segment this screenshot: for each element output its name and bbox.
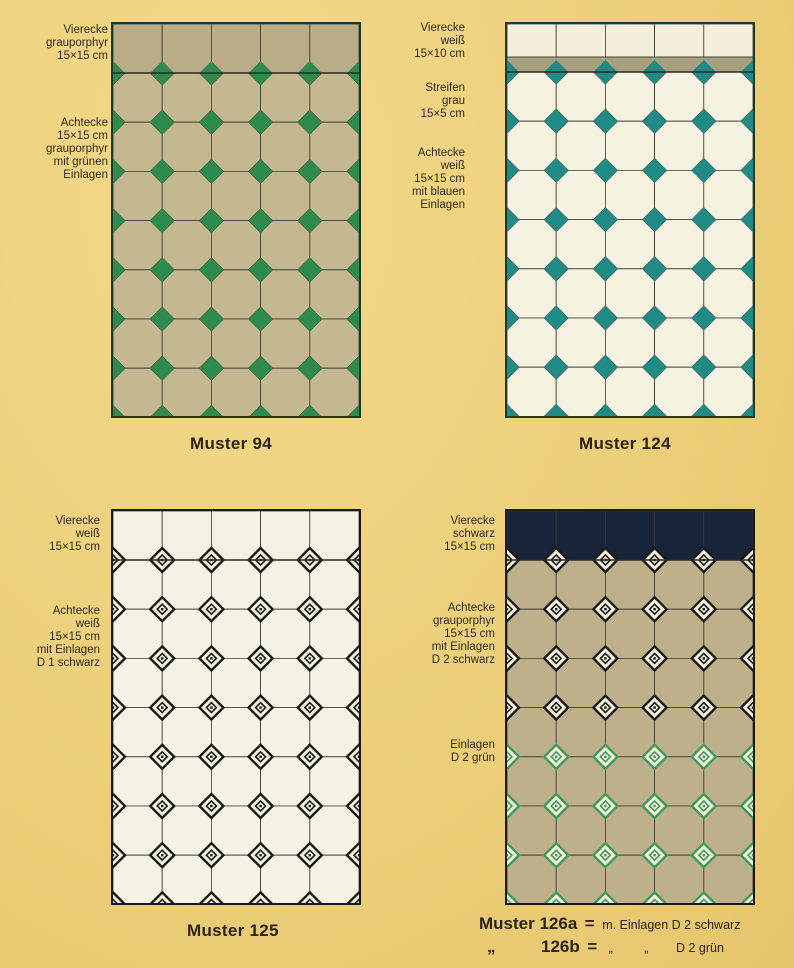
tile-pattern-126 bbox=[505, 509, 755, 905]
tile-svg bbox=[113, 511, 359, 903]
title-muster-124: Muster 124 bbox=[579, 434, 671, 453]
legend-126a-equals: = bbox=[584, 914, 595, 933]
title-muster-94: Muster 94 bbox=[190, 434, 273, 453]
legend-126 bbox=[479, 914, 740, 934]
tile-pattern-94 bbox=[111, 22, 361, 418]
legend-126b-ditto2: „ bbox=[644, 941, 649, 955]
label-p3-squares: Vierecke weiß 15×15 cm bbox=[49, 515, 100, 553]
legend-126b-text: D 2 grün bbox=[675, 941, 724, 955]
label-p2-stripe: Streifen grau 15×5 cm bbox=[420, 82, 465, 120]
border-squares bbox=[507, 24, 753, 72]
tile-pattern-124 bbox=[505, 22, 755, 418]
tile-pattern-125 bbox=[111, 509, 361, 905]
label-p2-squares: Vierecke weiß 15×10 cm bbox=[414, 22, 465, 60]
border-squares bbox=[113, 24, 359, 73]
tile-svg bbox=[507, 24, 753, 416]
legend-126b-code: 126b bbox=[540, 937, 580, 956]
tile-svg bbox=[113, 24, 359, 416]
label-p1-octagons: Achtecke 15×15 cm grauporphyr mit grünen Einlagen bbox=[45, 117, 108, 181]
tile-svg bbox=[507, 511, 753, 903]
octagon-tiles bbox=[507, 560, 753, 903]
label-p4-green-inserts: Einlagen D 2 grün bbox=[450, 739, 495, 764]
octagon-tiles bbox=[113, 560, 359, 903]
border-squares bbox=[113, 511, 359, 560]
octagon-tiles bbox=[507, 72, 753, 416]
octagon-tiles bbox=[113, 73, 359, 416]
legend-126a-text: m. Einlagen D 2 schwarz bbox=[602, 918, 741, 932]
label-p4-squares: Vierecke schwarz 15×15 cm bbox=[444, 515, 495, 553]
title-muster-125: Muster 125 bbox=[187, 921, 279, 940]
label-p1-squares: Vierecke grauporphyr 15×15 cm bbox=[45, 24, 108, 62]
label-p2-octagons: Achtecke weiß 15×15 cm mit blauen Einlagen bbox=[411, 147, 465, 211]
label-p3-octagons: Achtecke weiß 15×15 cm mit Einlagen D 1 schwarz bbox=[36, 605, 100, 669]
legend-126b-ditto: „ bbox=[487, 937, 496, 956]
label-p4-octagons: Achtecke grauporphyr 15×15 cm mit Einlagen D 2 schwarz bbox=[431, 602, 495, 666]
border-squares bbox=[507, 511, 753, 560]
legend-126b bbox=[487, 937, 724, 957]
legend-126b-ditto1: „ bbox=[608, 941, 613, 955]
legend-126a-title: Muster 126a bbox=[479, 914, 578, 933]
legend-126b-equals: = bbox=[587, 937, 598, 956]
